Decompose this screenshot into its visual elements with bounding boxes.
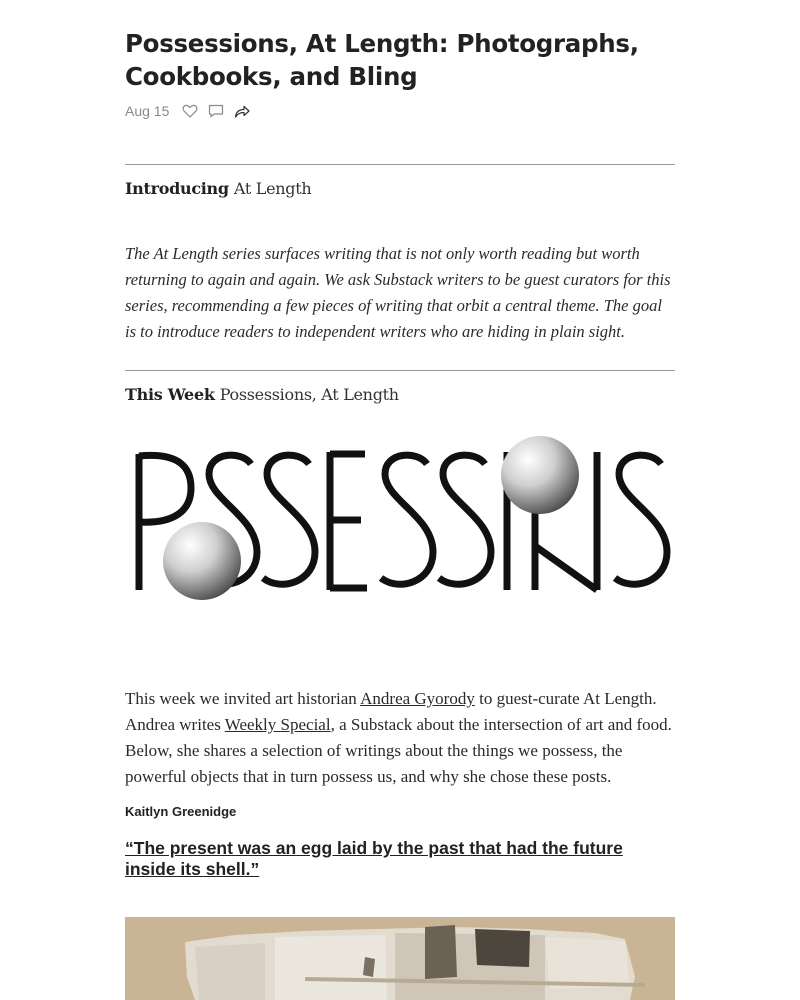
divider — [125, 164, 675, 165]
intro-label-strong: Introducing — [125, 179, 229, 198]
pick-title — [125, 838, 675, 880]
post-title: Possessions, At Length: Photographs, Cookbooks, and Bling — [125, 29, 639, 91]
post-date: Aug 15 — [125, 103, 170, 119]
divider — [125, 370, 675, 371]
body-text-segment: This week we invited art historian — [125, 689, 361, 708]
week-label — [125, 385, 399, 404]
body-text-segment: , a Substack about the intersection of art and food. Below, she shares a selection of writings about the things we possess, the powerful objects that in turn possess us, and why she chose these posts. — [125, 715, 672, 786]
weekly-special-link[interactable]: Weekly Special — [224, 715, 331, 734]
week-label-light: Possessions, At Length — [219, 385, 399, 404]
pick-author: Kaitlyn Greenidge — [125, 804, 237, 819]
share-icon[interactable] — [233, 102, 251, 120]
post-meta — [125, 101, 259, 121]
comment-icon[interactable] — [207, 102, 225, 120]
possessions-hero-image — [125, 428, 675, 608]
week-label-strong: This Week — [125, 385, 215, 404]
curator-intro — [125, 686, 675, 790]
heart-icon[interactable] — [181, 102, 199, 120]
intro-label-light: At Length — [233, 179, 312, 198]
pick-title-link[interactable]: “The present was an egg laid by the past that had the future inside its shell.” — [125, 838, 623, 879]
body-text-segment: to guest-curate At Length. Andrea writes — [125, 689, 657, 734]
series-intro: The At Length series surfaces writing that is not only worth reading but worth returning to again and again. We ask Substack writers to be guest curators for this series, recommending a few pieces of writing that orbit a central theme. The goal is to introduce readers to independent writers who are hiding in plain sight. — [125, 244, 671, 341]
andrea-gyorody-link[interactable]: Andrea Gyorody — [360, 689, 475, 708]
vintage-photograph — [125, 917, 675, 1000]
intro-label — [125, 179, 311, 198]
